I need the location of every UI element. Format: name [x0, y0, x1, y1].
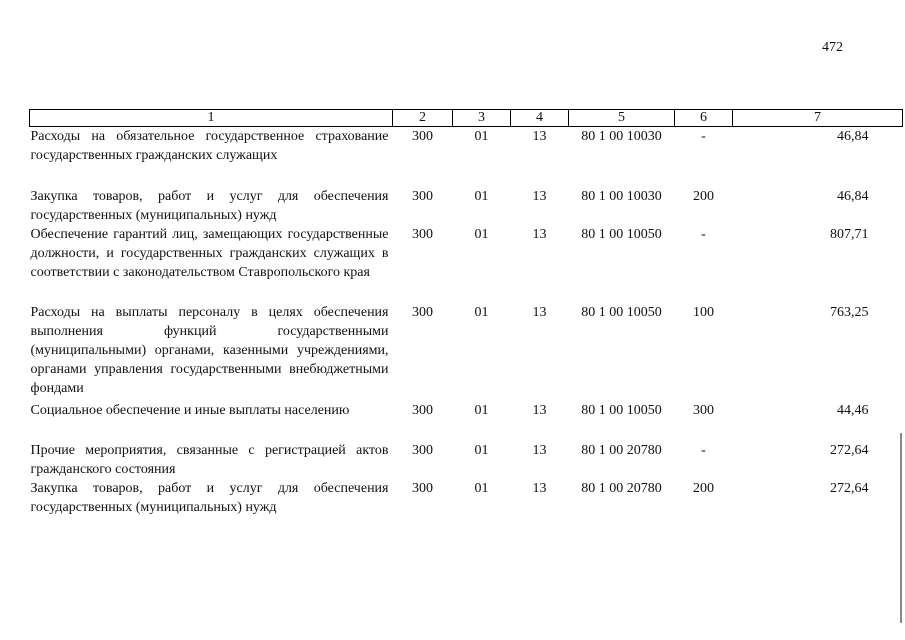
row-name: Закупка товаров, работ и услуг для обеспечения государственных (муниципальных) нужд	[30, 481, 389, 515]
table-row	[30, 401, 903, 441]
row-col-5: 80 1 00 10050	[581, 305, 662, 320]
row-col-2: 300	[412, 443, 433, 458]
col-header-1: 1	[30, 110, 393, 127]
row-amount: 46,84	[837, 129, 869, 144]
row-col-5: 80 1 00 10030	[581, 129, 662, 144]
row-col-3: 01	[474, 481, 489, 496]
row-col-4: 13	[532, 481, 547, 496]
row-col-2: 300	[412, 189, 433, 204]
row-amount: 46,84	[837, 189, 869, 204]
row-col-2: 300	[412, 481, 433, 496]
header-row	[30, 110, 903, 127]
row-col-2: 300	[412, 129, 433, 144]
row-col-4: 13	[532, 305, 547, 320]
table-row	[30, 187, 903, 225]
row-name: Обеспечение гарантий лиц, замещающих государственные должности, и государственных гражданских служащих в соответствии с законодательством Ставропольского края	[30, 227, 389, 280]
col-header-7: 7	[733, 110, 903, 127]
row-col-5: 80 1 00 10030	[581, 189, 662, 204]
row-col-2: 300	[412, 305, 433, 320]
row-col-4: 13	[532, 227, 547, 242]
row-name: Закупка товаров, работ и услуг для обеспечения государственных (муниципальных) нужд	[30, 189, 389, 223]
row-col-6: -	[701, 443, 706, 458]
row-name: Расходы на обязательное государственное страхование государственных гражданских служащих	[30, 129, 389, 163]
row-col-4: 13	[532, 443, 547, 458]
scan-edge-line	[900, 433, 902, 623]
row-name: Расходы на выплаты персоналу в целях обеспечения выполнения функций государственными (муниципальными) органами, казенными учреждениями, органами управления государственными внебюджетными фондами	[30, 305, 389, 396]
table-row	[30, 441, 903, 479]
row-col-2: 300	[412, 227, 433, 242]
row-col-5: 80 1 00 20780	[581, 481, 662, 496]
row-col-6: 300	[693, 403, 714, 418]
table-row	[30, 127, 903, 188]
col-header-3: 3	[453, 110, 511, 127]
row-amount: 272,64	[830, 481, 869, 496]
row-name: Прочие мероприятия, связанные с регистрацией актов гражданского состояния	[30, 443, 389, 477]
row-col-3: 01	[474, 403, 489, 418]
row-col-5: 80 1 00 20780	[581, 443, 662, 458]
row-col-6: 200	[693, 189, 714, 204]
row-col-6: -	[701, 129, 706, 144]
row-col-3: 01	[474, 227, 489, 242]
row-col-3: 01	[474, 305, 489, 320]
table-row	[30, 225, 903, 303]
col-header-4: 4	[511, 110, 569, 127]
row-amount: 44,46	[837, 403, 869, 418]
row-col-6: 100	[693, 305, 714, 320]
row-col-2: 300	[412, 403, 433, 418]
col-header-6: 6	[675, 110, 733, 127]
col-header-2: 2	[393, 110, 453, 127]
row-amount: 763,25	[830, 305, 869, 320]
row-amount: 807,71	[830, 227, 869, 242]
page-number: 472	[822, 40, 843, 55]
row-name: Социальное обеспечение и иные выплаты населению	[30, 403, 350, 418]
budget-table	[29, 109, 903, 519]
col-header-5: 5	[569, 110, 675, 127]
row-col-3: 01	[474, 189, 489, 204]
row-col-4: 13	[532, 403, 547, 418]
table-row	[30, 479, 903, 519]
row-col-6: 200	[693, 481, 714, 496]
row-col-3: 01	[474, 443, 489, 458]
row-col-3: 01	[474, 129, 489, 144]
row-col-5: 80 1 00 10050	[581, 403, 662, 418]
row-col-6: -	[701, 227, 706, 242]
table-row	[30, 303, 903, 401]
row-col-4: 13	[532, 189, 547, 204]
row-col-5: 80 1 00 10050	[581, 227, 662, 242]
row-col-4: 13	[532, 129, 547, 144]
row-amount: 272,64	[830, 443, 869, 458]
